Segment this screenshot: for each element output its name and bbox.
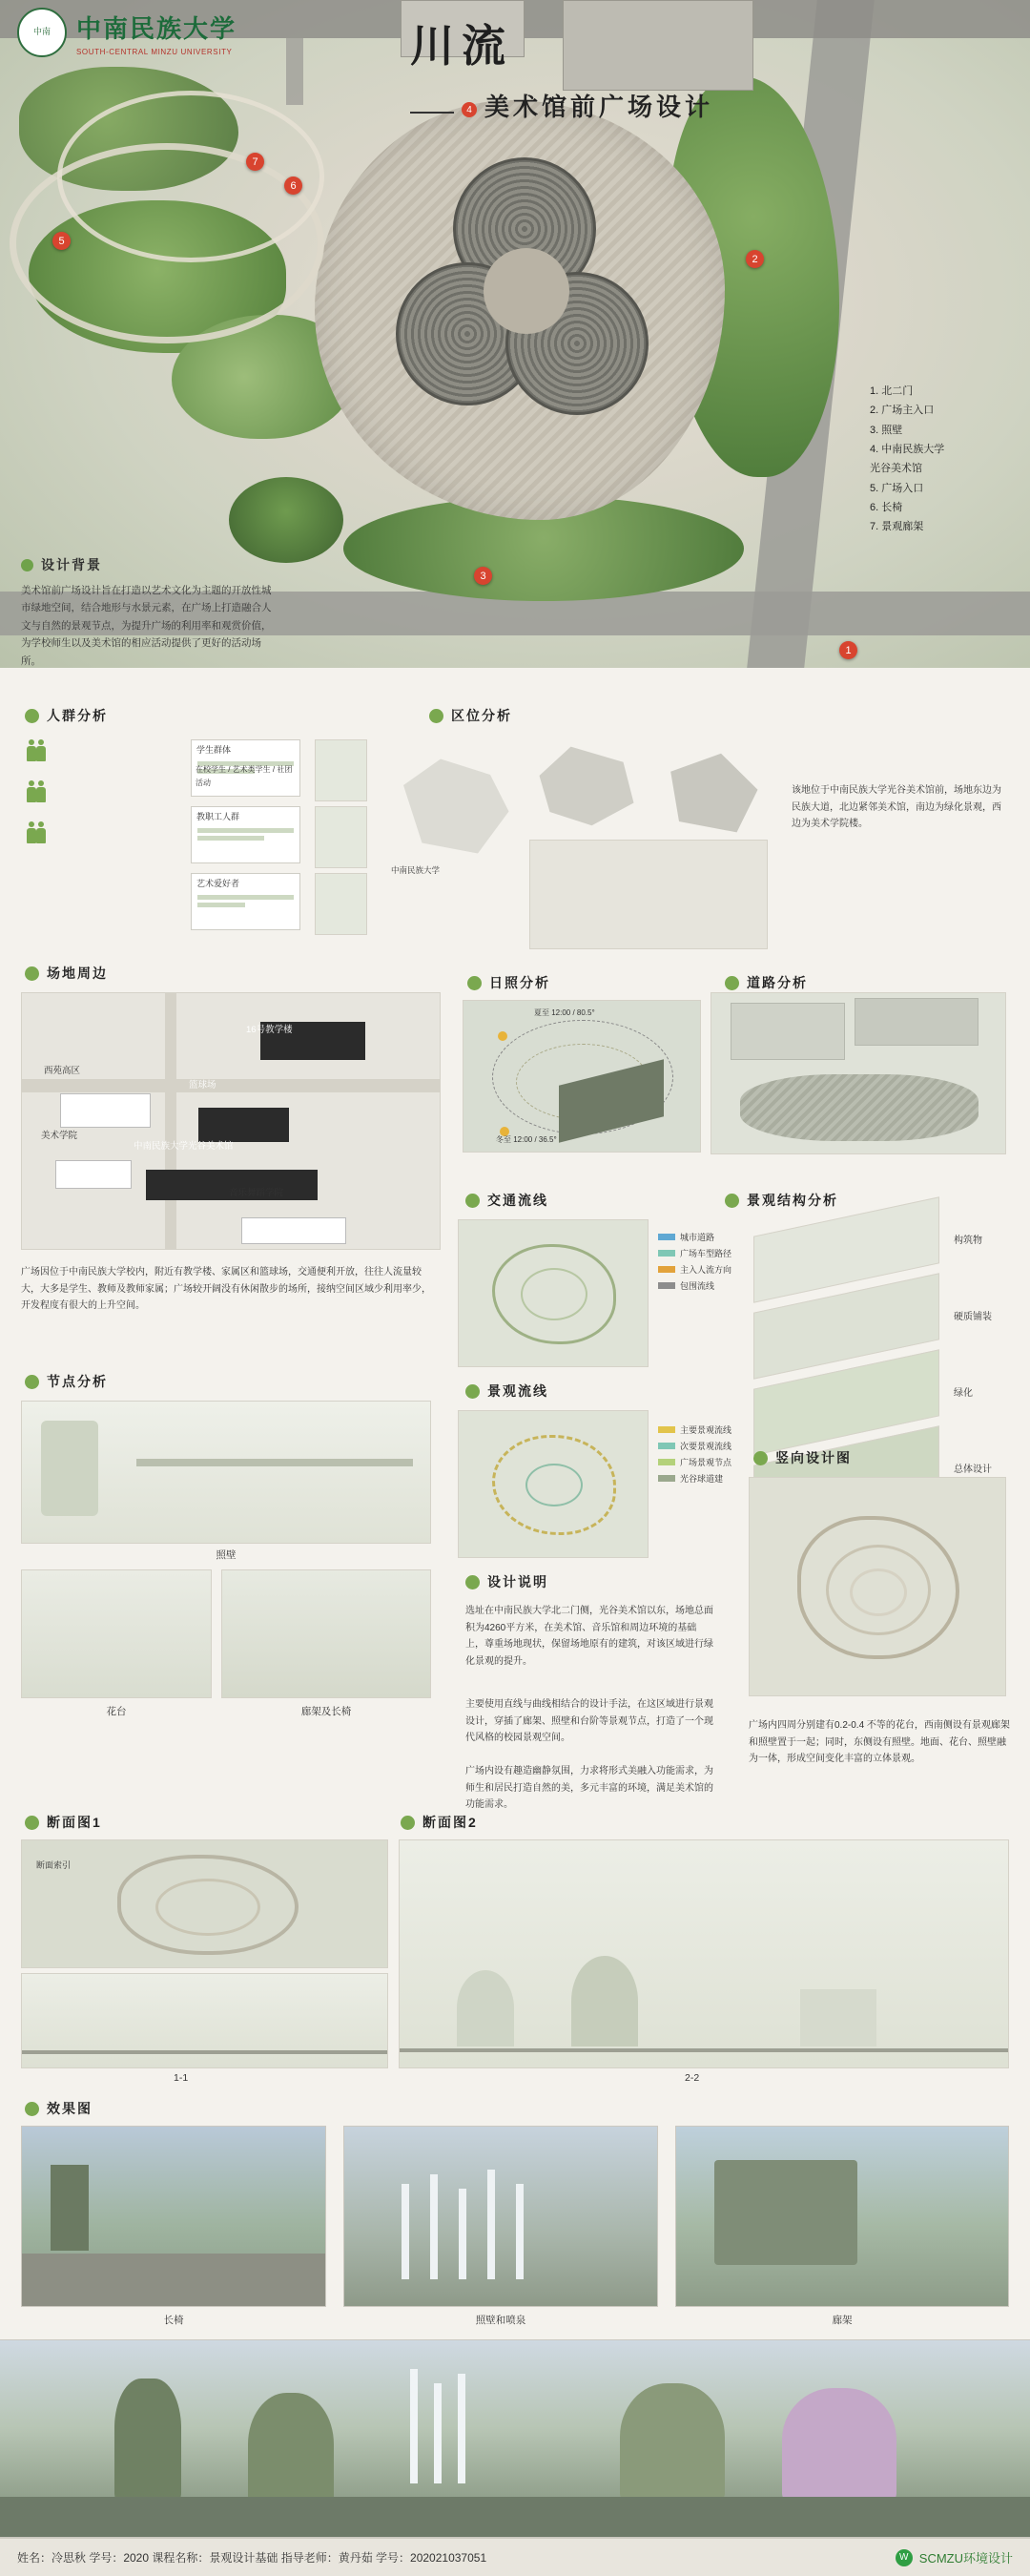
- plan-marker-3[interactable]: 3: [474, 567, 492, 585]
- legend-item: 5. 广场入口: [870, 482, 924, 494]
- map-site-context: [529, 840, 768, 949]
- map-china: [391, 754, 515, 859]
- clover-water-feature: [396, 157, 649, 425]
- rendering-photo-3: [675, 2126, 1009, 2307]
- section-title-vertical: 竖向设计图: [753, 1448, 852, 1467]
- masterplan-caption: [21, 555, 278, 668]
- bullet-icon: [25, 709, 39, 723]
- node-illustration-1: [21, 1401, 431, 1544]
- legend-swatch: [658, 1266, 675, 1273]
- site-label-basketball: 篮球场: [189, 1080, 216, 1091]
- plan-marker-6[interactable]: 6: [284, 177, 302, 195]
- crowd-card-label: 艺术爱好者: [196, 879, 240, 888]
- structure-label-4: 总体设计: [954, 1465, 992, 1475]
- bullet-icon: [465, 1384, 480, 1399]
- rendering-caption-3: 廊架: [832, 2315, 853, 2326]
- legend-swatch: [658, 1459, 675, 1465]
- plan-marker-1[interactable]: 1: [839, 641, 857, 659]
- bullet-icon: [465, 1575, 480, 1589]
- map-label: 中南民族大学: [391, 865, 441, 875]
- design-note-p2: 主要使用直线与曲线相结合的设计手法，在这区域进行景观设计，穿插了廊架、照壁和台阶等景观节点，打造了一个现代风格的校园景观空间。: [465, 1699, 713, 1743]
- legend-swatch: [658, 1234, 675, 1240]
- site-label-museum: 中南民族大学光谷美术馆: [134, 1141, 234, 1152]
- crowd-card: [191, 873, 300, 930]
- crowd-card-label: 教职工人群: [196, 812, 240, 821]
- title-divider: [410, 112, 454, 114]
- crowd-card-label: 学生群体: [196, 745, 232, 755]
- legend-label: 次要景观流线: [680, 1442, 732, 1451]
- legend-swatch: [658, 1250, 675, 1257]
- crowd-icon-group: [27, 739, 93, 849]
- section-title-crowd: 人群分析: [25, 706, 108, 725]
- crowd-illustration: [315, 806, 367, 868]
- node-illustration-2: [21, 1569, 212, 1698]
- section-title-traffic: 交通流线: [465, 1191, 548, 1210]
- crowd-card-desc: 在校学生 / 艺术类学生 / 社团活动: [196, 765, 293, 787]
- masterplan-caption-body: 美术馆前广场设计旨在打造以艺术文化为主题的开放性城市绿地空间，结合地形与水景元素，在广场上打造融合人文与自然的景观节点，为提升广场的利用率和观赏价值，为学校师生以及美术馆的相应活动提供了更好的活动场所。: [21, 585, 272, 667]
- person-icon: [27, 780, 36, 803]
- legend-item: 1. 北二门: [870, 385, 914, 397]
- legend-label: 城市道路: [680, 1233, 715, 1242]
- node-caption-3: 廊架及长椅: [300, 1706, 352, 1717]
- section-title-design-note: 设计说明: [465, 1572, 548, 1591]
- section-index-plan: [21, 1839, 388, 1968]
- legend-label: 广场景观节点: [680, 1458, 732, 1467]
- masterplan-legend: [870, 382, 1013, 537]
- plan-marker-7[interactable]: 7: [246, 153, 264, 171]
- legend-swatch: [658, 1475, 675, 1482]
- vertical-design-note: 广场内四周分别建有0.2-0.4 不等的花台，西南侧设有景观廊架和照壁置于一起；同时，东侧设有照壁。地面、花台、照壁融为一体，形成空间变化丰富的立体景观。: [749, 1720, 1010, 1764]
- clover-center: [484, 248, 569, 334]
- wechat-icon: W: [896, 2549, 913, 2566]
- landscape-flow-diagram: [458, 1410, 649, 1558]
- rendering-caption-1: 长椅: [163, 2315, 184, 2326]
- map-city: [658, 749, 763, 840]
- green-area-s2: [229, 477, 343, 563]
- legend-label: 包围流线: [680, 1281, 715, 1291]
- person-icon: [27, 821, 36, 844]
- legend-item: 2. 广场主入口: [870, 405, 935, 417]
- legend-label: 广场车型路径: [680, 1249, 732, 1258]
- section-label-1-1: 1-1: [174, 2072, 189, 2084]
- design-note-p3: 广场内设有趣造幽静氛围，力求将形式美融入功能需求，为师生和居民打造自然的美，多元丰富的环境，满足美术馆的功能需求。: [465, 1766, 713, 1810]
- node-illustration-3: [221, 1569, 431, 1698]
- plan-marker-5[interactable]: 5: [52, 232, 71, 250]
- sunlight-label-winter: 冬至 12:00 / 36.5°: [496, 1135, 557, 1144]
- crowd-illustration: [315, 873, 367, 935]
- rendering-photo-1: [21, 2126, 326, 2307]
- site-context-map: [21, 992, 441, 1250]
- section-label-2-2: 2-2: [685, 2072, 700, 2084]
- structure-label-1: 构筑物: [954, 1236, 982, 1246]
- section-drawing-2: [399, 1839, 1009, 2068]
- crowd-illustration: [315, 739, 367, 801]
- bullet-icon: [25, 1375, 39, 1389]
- section-title-node: 节点分析: [25, 1372, 108, 1391]
- section-title-sunlight: 日照分析: [467, 973, 550, 992]
- legend-item: 3. 照壁: [870, 424, 903, 436]
- legend-label: 光谷球道建: [680, 1474, 724, 1484]
- legend-swatch: [658, 1282, 675, 1289]
- section-title-road: 道路分析: [725, 973, 808, 992]
- bullet-icon: [21, 559, 33, 571]
- plan-marker-2[interactable]: 2: [746, 250, 764, 268]
- bullet-icon: [725, 976, 739, 990]
- legend-label: 主入人流方向: [680, 1265, 732, 1275]
- bullet-icon: [465, 1194, 480, 1208]
- node-caption-1: 照壁: [216, 1549, 237, 1561]
- section-title-renderings: 效果图: [25, 2099, 93, 2118]
- legend-item: 6. 长椅: [870, 502, 903, 514]
- university-logo: [17, 8, 237, 57]
- person-icon: [36, 821, 46, 844]
- sunlight-label-summer: 夏至 12:00 / 80.5°: [534, 1008, 595, 1017]
- person-icon: [36, 739, 46, 762]
- bullet-icon: [725, 1194, 739, 1208]
- wechat-block[interactable]: [896, 2548, 1013, 2566]
- poster-header: [0, 0, 1030, 143]
- structure-label-2: 硬质铺装: [954, 1312, 992, 1322]
- person-icon: [36, 780, 46, 803]
- surroundings-note: 广场因位于中南民族大学校内，附近有教学楼、家属区和篮球场，交通便利开放，往往人流量较大，大多是学生、教师及教师家属；广场较开阔没有休闲散步的场所，接纳空间区域少利用率少，开发程度有很大的上升空间。: [21, 1267, 431, 1311]
- university-seal-icon: 中南: [17, 8, 67, 57]
- bullet-icon: [401, 1816, 415, 1830]
- bullet-icon: [25, 966, 39, 981]
- section-title-section1: 断面图1: [25, 1813, 102, 1832]
- road-analysis-diagram: [711, 992, 1006, 1154]
- traffic-flow-diagram: [458, 1219, 649, 1367]
- masterplan-caption-title: 设计背景: [21, 555, 278, 574]
- university-name-cn: 中南民族大学: [76, 14, 237, 44]
- legend-item: 7. 景观廊架: [870, 521, 924, 533]
- section-drawing-1: [21, 1973, 388, 2068]
- bullet-icon: [429, 709, 443, 723]
- wechat-label: SCMZU环境设计: [918, 2551, 1013, 2566]
- sunlight-diagram: [463, 1000, 701, 1153]
- title-sub: 美术馆前广场设计: [484, 93, 714, 122]
- site-label-teaching: 16号教学楼: [246, 1025, 293, 1035]
- rendering-caption-2: 照壁和喷泉: [475, 2315, 526, 2326]
- section-title-landscape-flow: 景观流线: [465, 1381, 548, 1401]
- legend-label: 主要景观流线: [680, 1425, 732, 1435]
- section-title-section2: 断面图2: [401, 1813, 478, 1832]
- section-title-surroundings: 场地周边: [25, 964, 108, 983]
- hero-rendering: [0, 2339, 1030, 2538]
- structure-label-3: 绿化: [954, 1388, 973, 1399]
- site-label-residential: 西苑高区: [44, 1066, 81, 1076]
- map-province: [534, 739, 639, 830]
- poster-title: [410, 11, 982, 123]
- site-label-art-college: 美术学院: [41, 1131, 78, 1141]
- node-caption-2: 花台: [106, 1706, 127, 1717]
- footer-info: 姓名：冷思秋 学号：2020 课程名称：景观设计基础 指导老师：黄丹茹 学号：202021037051: [17, 2551, 487, 2565]
- legend-item: 光谷美术馆: [870, 463, 922, 475]
- crowd-card: [191, 806, 300, 863]
- site-label-music: 音乐舞蹈学院: [229, 1188, 284, 1198]
- rendering-photo-2: [343, 2126, 658, 2307]
- section-title-location: 区位分析: [429, 706, 512, 725]
- bullet-icon: [467, 976, 482, 990]
- legend-swatch: [658, 1443, 675, 1449]
- legend-item: 4. 中南民族大学: [870, 444, 945, 456]
- university-name-en: SOUTH-CENTRAL MINZU UNIVERSITY: [76, 47, 233, 56]
- poster-footer: [0, 2538, 1030, 2576]
- title-main: 川流: [410, 20, 513, 72]
- title-number-badge: 4: [462, 102, 477, 117]
- legend-swatch: [658, 1426, 675, 1433]
- design-note-p1: 选址在中南民族大学北二门侧，光谷美术馆以东，场地总面积为4260平方米，在美术馆、音乐馆和周边环境的基础上，尊重场地现状，保留场地原有的建筑，对该区域进行绿化景观的提升。: [465, 1606, 713, 1667]
- person-icon: [27, 739, 36, 762]
- section-index-label: 断面索引: [36, 1860, 72, 1870]
- vertical-design-plan: [749, 1477, 1006, 1696]
- bullet-icon: [25, 1816, 39, 1830]
- bullet-icon: [753, 1451, 768, 1465]
- location-note: 该地位于中南民族大学光谷美术馆前，场地东边为民族大道，北边紧邻美术馆，南边为绿化景观，西边为美术学院楼。: [792, 785, 1001, 829]
- bullet-icon: [25, 2102, 39, 2116]
- section-title-structure: 景观结构分析: [725, 1191, 838, 1210]
